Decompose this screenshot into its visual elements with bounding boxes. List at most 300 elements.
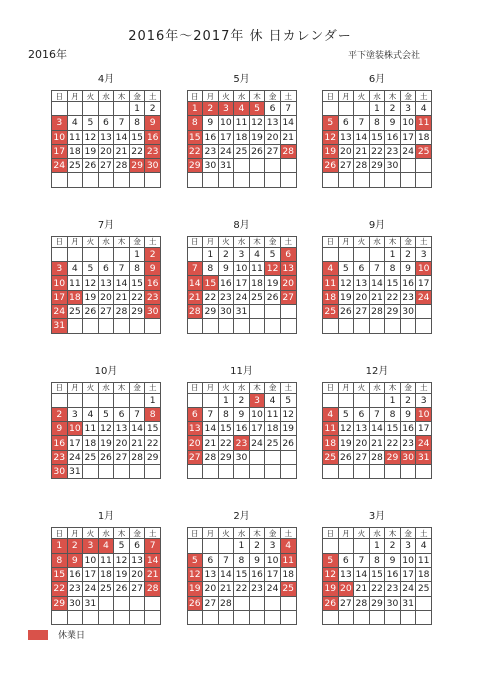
empty-cell — [203, 319, 219, 333]
weekday-header: 金 — [265, 528, 281, 539]
weekday-header: 金 — [265, 91, 281, 102]
empty-cell — [67, 610, 83, 624]
day-cell: 5 — [98, 407, 114, 421]
holiday-cell: 24 — [417, 291, 430, 303]
week-row — [52, 567, 161, 581]
empty-cell — [98, 596, 114, 610]
empty-cell — [400, 319, 416, 333]
empty-cell — [187, 173, 203, 187]
month-title: 12月 — [365, 365, 389, 377]
day-cell: 30 — [386, 160, 399, 172]
day-cell: 31 — [235, 306, 248, 318]
day-cell: 18 — [251, 277, 263, 289]
weekday-header: 金 — [129, 382, 145, 393]
day-cell: 27 — [355, 306, 368, 318]
weekday-header: 木 — [114, 528, 130, 539]
empty-cell — [187, 465, 203, 479]
empty-cell — [234, 610, 250, 624]
weekday-header-row — [323, 382, 432, 393]
day-cell: 1 — [369, 102, 385, 116]
day-cell: 27 — [131, 583, 143, 595]
empty-cell — [400, 610, 416, 624]
holiday-cell: 13 — [282, 263, 295, 275]
empty-cell — [98, 319, 114, 333]
holiday-cell: 1 — [52, 539, 68, 553]
week-row — [187, 116, 296, 130]
week-row — [52, 159, 161, 173]
week-row — [323, 393, 432, 407]
empty-cell — [416, 610, 432, 624]
weekday-header: 月 — [67, 528, 83, 539]
weekday-header: 日 — [323, 236, 339, 247]
day-cell: 3 — [234, 247, 250, 261]
week-row — [52, 393, 161, 407]
holiday-cell: 10 — [417, 263, 430, 275]
day-cell: 16 — [386, 569, 399, 581]
weekday-header: 金 — [129, 91, 145, 102]
day-cell: 13 — [355, 423, 368, 435]
week-row — [187, 553, 296, 567]
week-row — [187, 130, 296, 144]
empty-cell — [203, 173, 219, 187]
empty-cell — [338, 465, 354, 479]
holiday-cell: 11 — [282, 554, 295, 566]
empty-cell — [323, 173, 339, 187]
day-cell: 9 — [385, 553, 401, 567]
month-title: 8月 — [233, 219, 250, 231]
day-cell: 4 — [416, 539, 432, 553]
day-cell: 6 — [203, 553, 219, 567]
day-cell: 24 — [220, 146, 232, 158]
week-row — [187, 567, 296, 581]
holiday-cell: 24 — [53, 160, 66, 172]
day-cell: 15 — [220, 423, 232, 435]
weekday-header-row — [52, 528, 161, 539]
empty-cell — [187, 319, 203, 333]
week-row — [52, 276, 161, 290]
holiday-cell: 16 — [53, 437, 66, 449]
weekday-header: 月 — [67, 382, 83, 393]
week-row — [187, 393, 296, 407]
legend-label: 休業日 — [58, 631, 86, 641]
week-row — [323, 130, 432, 144]
day-cell: 15 — [371, 569, 383, 581]
day-cell: 30 — [220, 306, 232, 318]
weekday-header-row — [187, 382, 296, 393]
week-row — [52, 465, 161, 479]
week-row — [323, 262, 432, 276]
empty-cell — [323, 319, 339, 333]
day-cell: 10 — [220, 117, 232, 129]
holiday-cell: 19 — [188, 583, 201, 595]
day-cell: 2 — [385, 539, 401, 553]
day-cell: 29 — [371, 597, 383, 609]
day-cell: 23 — [68, 583, 81, 595]
day-cell: 28 — [355, 160, 368, 172]
holiday-cell: 29 — [386, 451, 399, 463]
week-row — [323, 436, 432, 450]
holiday-cell: 2 — [67, 539, 83, 553]
day-cell: 22 — [235, 583, 248, 595]
week-row — [52, 319, 161, 333]
day-cell: 31 — [84, 597, 97, 609]
empty-cell — [98, 465, 114, 479]
day-cell: 14 — [371, 423, 383, 435]
day-cell: 17 — [68, 437, 81, 449]
week-row — [187, 539, 296, 553]
empty-cell — [385, 610, 401, 624]
holiday-cell: 31 — [417, 451, 430, 463]
day-cell: 10 — [402, 554, 414, 566]
weekday-header: 日 — [52, 236, 68, 247]
week-row — [52, 262, 161, 276]
weekday-header: 火 — [83, 528, 99, 539]
empty-cell — [187, 539, 203, 553]
day-cell: 25 — [84, 451, 97, 463]
holiday-cell: 20 — [282, 277, 295, 289]
day-cell: 25 — [235, 146, 248, 158]
holiday-cell: 25 — [282, 583, 295, 595]
day-cell: 31 — [68, 466, 81, 478]
day-cell: 13 — [339, 569, 352, 581]
holiday-cell: 11 — [324, 277, 337, 289]
day-cell: 30 — [402, 306, 414, 318]
day-cell: 1 — [129, 247, 145, 261]
week-row — [323, 319, 432, 333]
empty-cell — [338, 610, 354, 624]
empty-cell — [234, 596, 250, 610]
month-table — [187, 236, 297, 334]
day-cell: 22 — [146, 437, 159, 449]
holiday-cell: 21 — [188, 291, 201, 303]
weekday-header: 水 — [98, 382, 114, 393]
empty-cell — [265, 610, 281, 624]
weekday-header: 月 — [338, 91, 354, 102]
holiday-cell: 20 — [188, 437, 201, 449]
holiday-cell: 18 — [324, 437, 337, 449]
month-table — [187, 90, 297, 188]
day-cell: 14 — [371, 277, 383, 289]
empty-cell — [129, 596, 145, 610]
weekday-header: 木 — [249, 91, 265, 102]
empty-cell — [218, 539, 234, 553]
day-cell: 17 — [417, 423, 430, 435]
day-cell: 11 — [251, 263, 263, 275]
empty-cell — [354, 539, 370, 553]
holiday-cell: 23 — [235, 437, 248, 449]
empty-cell — [187, 610, 203, 624]
holiday-cell: 6 — [187, 407, 203, 421]
empty-cell — [369, 610, 385, 624]
empty-cell — [265, 450, 281, 464]
day-cell: 27 — [100, 160, 112, 172]
day-cell: 16 — [251, 569, 263, 581]
empty-cell — [98, 102, 114, 116]
empty-cell — [354, 247, 370, 261]
empty-cell — [369, 247, 385, 261]
day-cell: 9 — [234, 407, 250, 421]
weekday-header: 木 — [114, 382, 130, 393]
empty-cell — [249, 450, 265, 464]
week-row — [52, 582, 161, 596]
empty-cell — [203, 610, 219, 624]
day-cell: 7 — [369, 407, 385, 421]
day-cell: 27 — [339, 597, 352, 609]
day-cell: 1 — [218, 393, 234, 407]
weekday-header-row — [323, 236, 432, 247]
day-cell: 7 — [354, 553, 370, 567]
day-cell: 31 — [220, 160, 232, 172]
day-cell: 10 — [251, 409, 263, 420]
month-calendar — [51, 216, 161, 334]
empty-cell — [218, 610, 234, 624]
holiday-cell: 27 — [188, 451, 201, 463]
weekday-header: 月 — [338, 382, 354, 393]
month-row — [51, 507, 432, 625]
holiday-cell: 9 — [145, 116, 161, 130]
weekday-header: 木 — [385, 91, 401, 102]
weekday-header: 日 — [187, 382, 203, 393]
week-row — [52, 290, 161, 304]
day-cell: 5 — [280, 393, 296, 407]
day-cell: 21 — [371, 437, 383, 449]
empty-cell — [52, 173, 68, 187]
weekday-header: 日 — [187, 236, 203, 247]
holiday-cell: 30 — [146, 306, 159, 318]
empty-cell — [400, 173, 416, 187]
empty-cell — [145, 610, 161, 624]
day-cell: 23 — [402, 437, 414, 449]
empty-cell — [369, 393, 385, 407]
holiday-cell: 23 — [146, 146, 159, 158]
month-calendar — [322, 70, 432, 188]
weekday-header: 水 — [369, 382, 385, 393]
holiday-cell: 26 — [324, 160, 337, 172]
weekday-header: 日 — [52, 528, 68, 539]
day-cell: 17 — [220, 131, 232, 143]
day-cell: 5 — [338, 262, 354, 276]
weekday-header: 水 — [98, 528, 114, 539]
day-cell: 20 — [266, 131, 279, 143]
empty-cell — [265, 596, 281, 610]
holiday-cell: 8 — [187, 116, 203, 130]
day-cell: 24 — [402, 146, 414, 158]
day-cell: 30 — [386, 597, 399, 609]
day-cell: 16 — [402, 423, 414, 435]
week-row — [323, 276, 432, 290]
day-cell: 24 — [402, 583, 414, 595]
holiday-cell: 30 — [53, 466, 66, 478]
day-cell: 7 — [129, 407, 145, 421]
empty-cell — [218, 319, 234, 333]
holiday-cell: 10 — [53, 277, 66, 289]
empty-cell — [114, 393, 130, 407]
day-cell: 11 — [84, 423, 97, 435]
day-cell: 20 — [339, 146, 352, 158]
day-cell: 20 — [355, 291, 368, 303]
day-cell: 23 — [402, 291, 414, 303]
weekday-header: 金 — [129, 236, 145, 247]
day-cell: 3 — [400, 539, 416, 553]
month-title: 3月 — [368, 511, 386, 523]
empty-cell — [249, 596, 265, 610]
day-cell: 20 — [204, 583, 217, 595]
day-cell: 29 — [146, 451, 159, 463]
empty-cell — [354, 393, 370, 407]
empty-cell — [338, 102, 354, 116]
week-row — [52, 450, 161, 464]
empty-cell — [338, 319, 354, 333]
day-cell: 22 — [386, 437, 399, 449]
week-row — [52, 247, 161, 261]
day-cell: 3 — [416, 393, 432, 407]
holiday-cell: 23 — [53, 451, 66, 463]
day-cell: 17 — [402, 569, 414, 581]
day-cell: 5 — [265, 247, 281, 261]
week-row — [323, 422, 432, 436]
holiday-cell: 8 — [145, 407, 161, 421]
holiday-cell: 2 — [203, 102, 219, 116]
empty-cell — [416, 159, 432, 173]
week-row — [323, 116, 432, 130]
day-cell: 7 — [203, 407, 219, 421]
empty-cell — [280, 319, 296, 333]
day-cell: 5 — [83, 116, 99, 130]
day-cell: 4 — [416, 102, 432, 116]
empty-cell — [52, 102, 68, 116]
day-cell: 11 — [417, 554, 430, 566]
day-cell: 8 — [129, 262, 145, 276]
weekday-header: 水 — [234, 236, 250, 247]
month-calendar — [322, 362, 432, 480]
month-table — [187, 382, 297, 480]
day-cell: 18 — [100, 569, 112, 581]
weekday-header: 土 — [280, 528, 296, 539]
day-cell: 23 — [386, 583, 399, 595]
day-cell: 1 — [385, 247, 401, 261]
month-row — [51, 362, 432, 480]
day-cell: 15 — [235, 569, 248, 581]
holiday-cell: 3 — [83, 539, 99, 553]
weekday-header: 土 — [280, 91, 296, 102]
day-cell: 28 — [115, 160, 128, 172]
holiday-cell: 12 — [324, 569, 337, 581]
empty-cell — [114, 465, 130, 479]
holiday-cell: 22 — [53, 583, 66, 595]
empty-cell — [249, 610, 265, 624]
empty-cell — [52, 247, 68, 261]
day-cell: 15 — [131, 131, 143, 143]
day-cell: 8 — [385, 407, 401, 421]
day-cell: 12 — [115, 554, 128, 566]
empty-cell — [52, 610, 68, 624]
weekday-header-row — [52, 382, 161, 393]
month-title: 7月 — [97, 219, 115, 231]
week-row — [323, 159, 432, 173]
holiday-cell: 1 — [187, 102, 203, 116]
day-cell: 14 — [355, 569, 368, 581]
day-cell: 1 — [203, 247, 219, 261]
week-row — [323, 596, 432, 610]
weekday-header-row — [323, 91, 432, 102]
empty-cell — [187, 393, 203, 407]
day-cell: 2 — [385, 102, 401, 116]
week-row — [187, 407, 296, 421]
day-cell: 17 — [402, 131, 414, 143]
week-row — [323, 610, 432, 624]
week-row — [52, 596, 161, 610]
empty-cell — [129, 465, 145, 479]
holiday-cell: 25 — [324, 451, 337, 463]
empty-cell — [416, 319, 432, 333]
empty-cell — [338, 173, 354, 187]
empty-cell — [249, 465, 265, 479]
empty-cell — [83, 393, 99, 407]
empty-cell — [203, 539, 219, 553]
day-cell: 16 — [386, 131, 399, 143]
day-cell: 20 — [115, 437, 128, 449]
weekday-header-row — [52, 91, 161, 102]
weekday-header: 火 — [218, 382, 234, 393]
day-cell: 6 — [98, 116, 114, 130]
week-row — [323, 465, 432, 479]
day-cell: 18 — [417, 569, 430, 581]
empty-cell — [129, 319, 145, 333]
empty-cell — [129, 393, 145, 407]
month-row — [51, 216, 432, 334]
day-cell: 12 — [84, 277, 97, 289]
month-title: 4月 — [97, 74, 115, 85]
day-cell: 26 — [84, 160, 97, 172]
holiday-cell: 10 — [68, 423, 81, 435]
day-cell: 25 — [251, 291, 263, 303]
holiday-cell: 7 — [145, 539, 161, 553]
week-row — [323, 304, 432, 318]
weekday-header: 土 — [416, 236, 432, 247]
week-row — [323, 144, 432, 158]
day-cell: 21 — [220, 583, 232, 595]
day-cell: 12 — [84, 131, 97, 143]
empty-cell — [385, 173, 401, 187]
holiday-cell: 3 — [249, 393, 265, 407]
day-cell: 20 — [100, 291, 112, 303]
week-row — [187, 610, 296, 624]
empty-cell — [98, 247, 114, 261]
day-cell: 12 — [339, 423, 352, 435]
empty-cell — [265, 465, 281, 479]
year-label: 2016年 — [28, 48, 67, 61]
day-cell: 25 — [100, 583, 112, 595]
day-cell: 28 — [131, 451, 143, 463]
empty-cell — [323, 393, 339, 407]
empty-cell — [83, 173, 99, 187]
weekday-header-row — [187, 236, 296, 247]
month-table — [322, 382, 432, 480]
weekday-header: 木 — [114, 91, 130, 102]
empty-cell — [67, 319, 83, 333]
week-row — [187, 102, 296, 116]
month-calendar — [187, 362, 297, 480]
empty-cell — [98, 173, 114, 187]
week-row — [52, 144, 161, 158]
day-cell: 15 — [371, 131, 383, 143]
empty-cell — [114, 596, 130, 610]
week-row — [52, 407, 161, 421]
holiday-cell: 17 — [53, 146, 66, 158]
day-cell: 9 — [400, 407, 416, 421]
holiday-cell: 28 — [282, 146, 295, 158]
week-row — [187, 436, 296, 450]
